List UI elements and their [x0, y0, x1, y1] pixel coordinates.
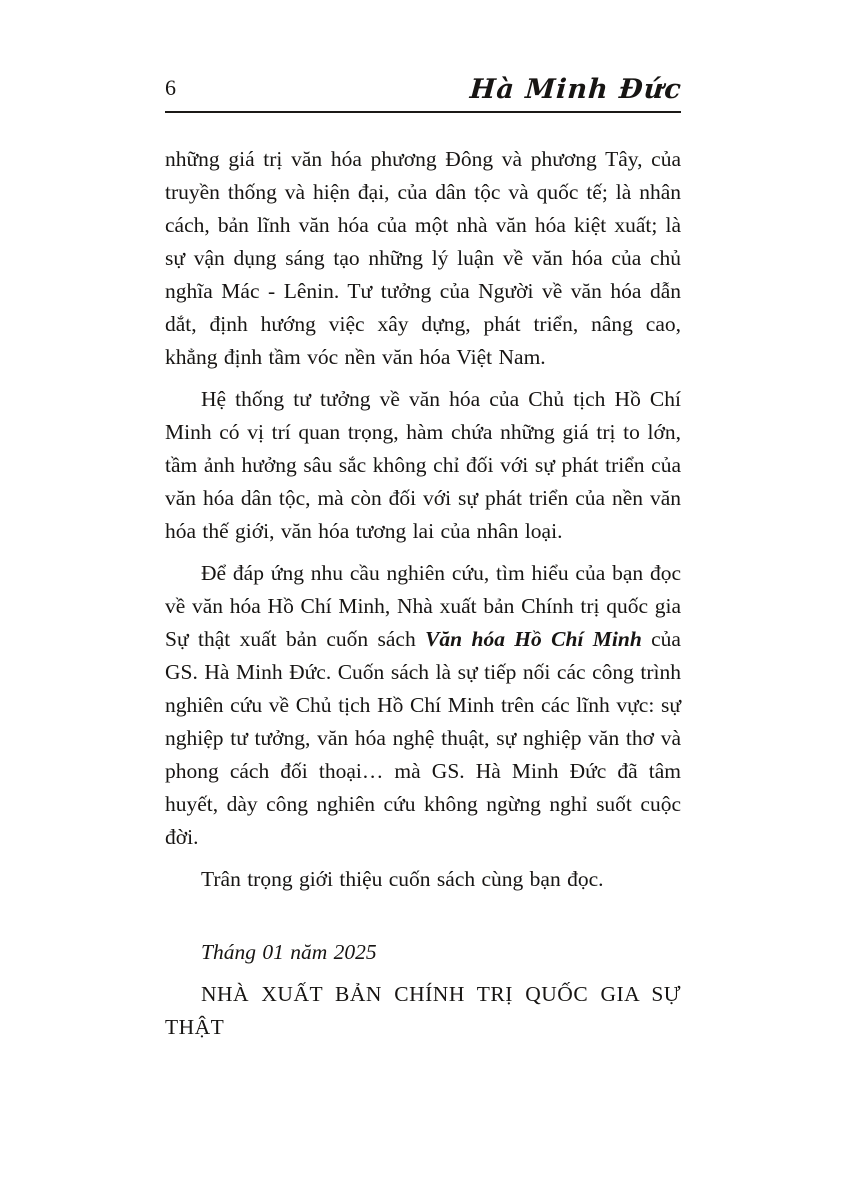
- colophon: [165, 936, 681, 1044]
- running-header: [165, 74, 684, 105]
- paragraph-text: của GS. Hà Minh Đức. Cuốn sách là sự tiếp nối các công trình nghiên cứu về Chủ tịch Hồ Chí Minh trên các lĩnh vực: sự nghiệp tư tưởng, văn hóa nghệ thuật, sự nghiệp văn thơ và phong cách đối thoại… mà GS. Hà Minh Đức đã tâm huyết, dày công nghiên cứu không ngừng nghỉ suốt cuộc đời.: [165, 627, 681, 849]
- header-rule: [165, 111, 681, 113]
- page-number: 6: [165, 75, 176, 100]
- publisher-name: NHÀ XUẤT BẢN CHÍNH TRỊ QUỐC GIA SỰ THẬT: [165, 982, 681, 1039]
- paragraph-text: Để đáp ứng nhu cầu nghiên cứu, tìm hiểu của bạn đọc về văn hóa Hồ Chí Minh, Nhà xuất bản Chính trị quốc gia Sự thật xuất bản cuốn sách: [165, 561, 681, 651]
- paragraph: Trân trọng giới thiệu cuốn sách cùng bạn đọc.: [201, 867, 604, 891]
- paragraph: [165, 557, 681, 854]
- running-header-author: Hà Minh Đức: [468, 74, 684, 105]
- page-body: [165, 143, 681, 1044]
- book-title-emphasis: Văn hóa Hồ Chí Minh: [425, 627, 642, 651]
- paragraph: Hệ thống tư tưởng về văn hóa của Chủ tịch Hồ Chí Minh có vị trí quan trọng, hàm chứa những giá trị to lớn, tầm ảnh hưởng sâu sắc không chỉ đối với sự phát triển của văn hóa dân tộc, mà còn đối với sự phát triển của nền văn hóa thế giới, văn hóa tương lai của nhân loại.: [165, 387, 681, 543]
- date-line: Tháng 01 năm 2025: [201, 940, 377, 964]
- paragraph: những giá trị văn hóa phương Đông và phương Tây, của truyền thống và hiện đại, của dân tộc và quốc tế; là nhân cách, bản lĩnh văn hóa của một nhà văn hóa kiệt xuất; là sự vận dụng sáng tạo những lý luận về văn hóa của chủ nghĩa Mác - Lênin. Tư tưởng của Người về văn hóa dẫn dắt, định hướng việc xây dựng, phát triển, nâng cao, khẳng định tầm vóc nền văn hóa Việt Nam.: [165, 147, 681, 369]
